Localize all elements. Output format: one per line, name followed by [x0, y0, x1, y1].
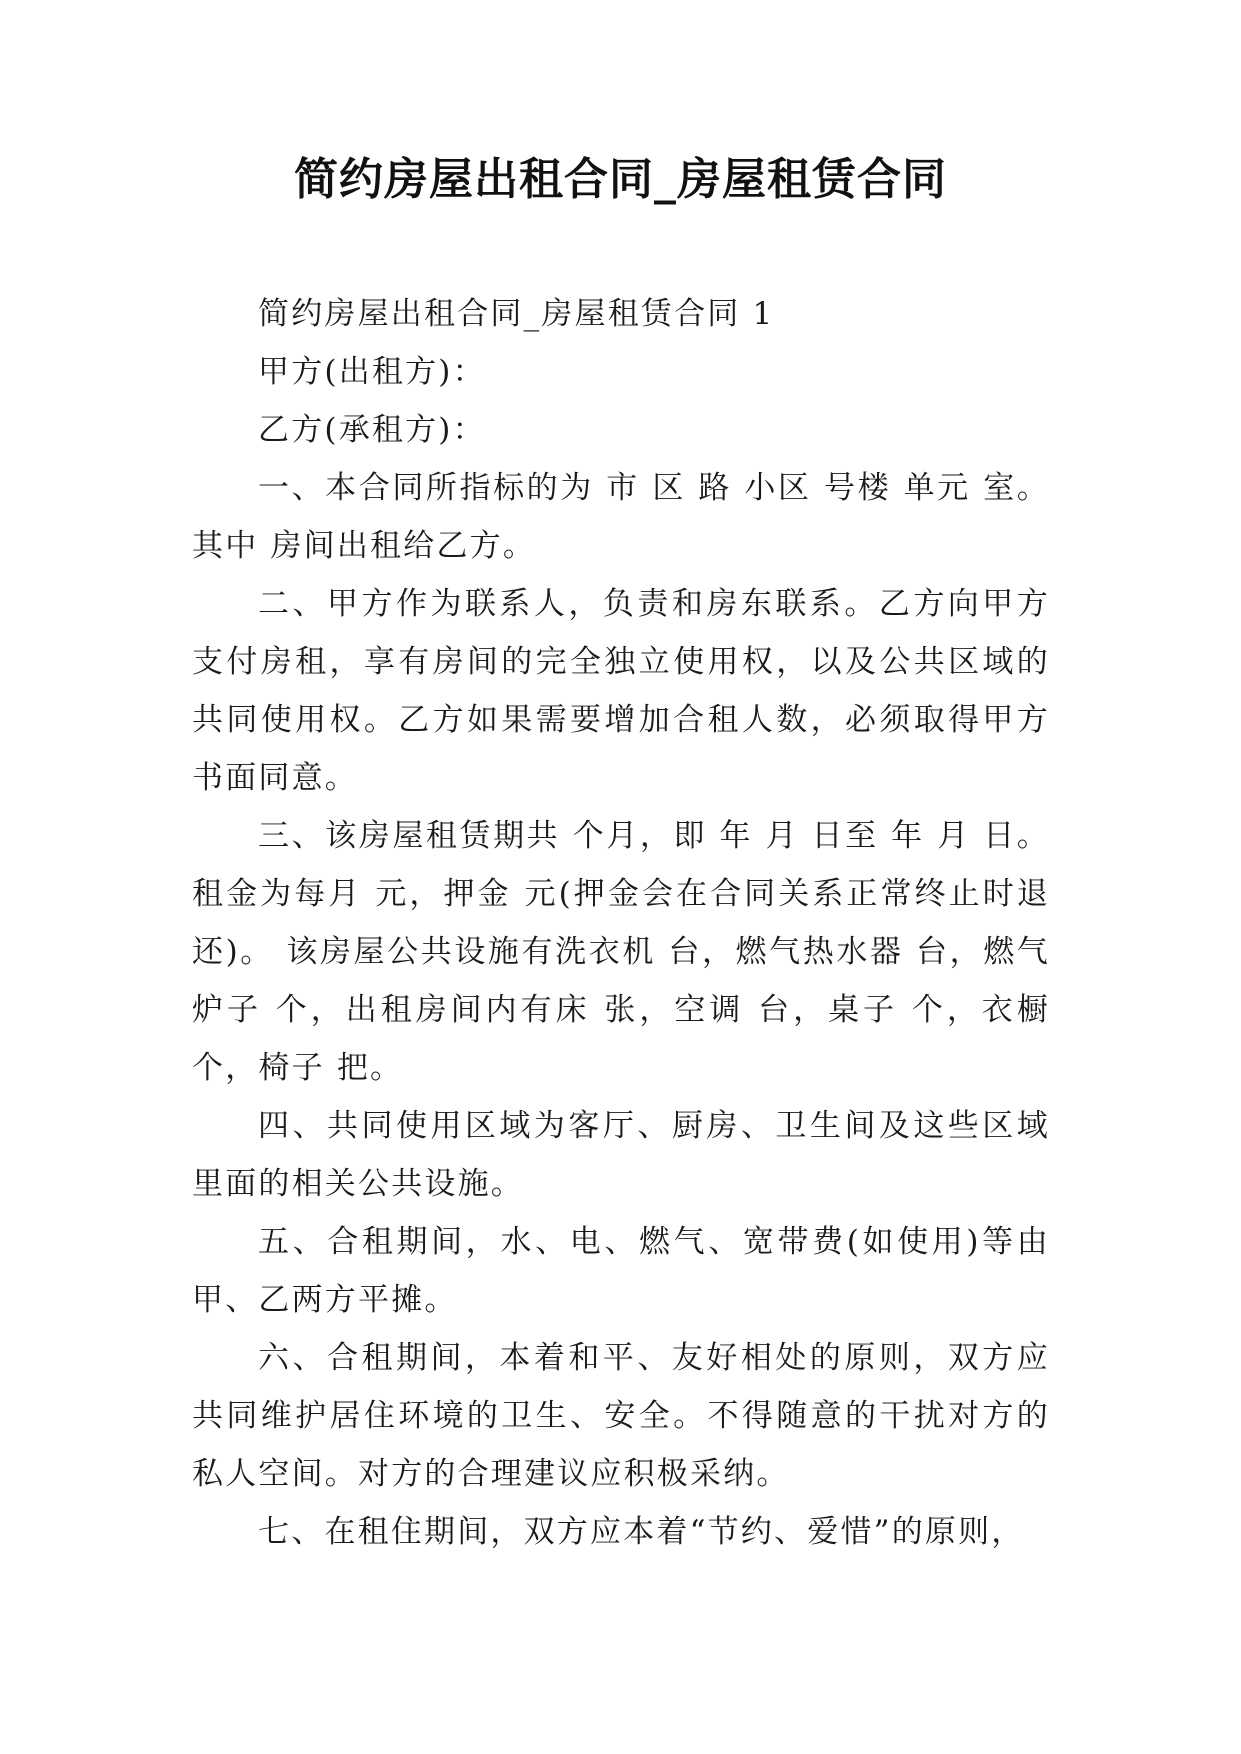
paragraph-clause-7: 七、在租住期间，双方应本着“节约、爱惜”的原则，: [258, 1514, 1025, 1550]
paragraph-clause-6: 六、合租期间，本着和平、友好相处的原则，双方应共同维护居住环境的卫生、安全。不得随意的干扰对方的私人空间。对方的合理建议应积极采纳。: [192, 1340, 1050, 1492]
paragraph-party-a: 甲方(出租方)：: [258, 354, 486, 390]
paragraph-clause-2: 二、甲方作为联系人，负责和房东联系。乙方向甲方支付房租，享有房间的完全独立使用权，以及公共区域的共同使用权。乙方如果需要增加合租人数，必须取得甲方书面同意。: [192, 586, 1050, 796]
paragraph-subtitle: 简约房屋出租合同_房屋租赁合同 1: [258, 296, 775, 332]
paragraph-clause-4: 四、共同使用区域为客厅、厨房、卫生间及这些区域里面的相关公共设施。: [192, 1108, 1050, 1202]
paragraph-clause-1: 一、本合同所指标的为 市 区 路 小区 号楼 单元 室。其中 房间出租给乙方。: [192, 470, 1050, 564]
document-title: 简约房屋出租合同_房屋租赁合同: [294, 154, 947, 205]
document-body: [192, 285, 1050, 1561]
paragraph-clause-3: 三、该房屋租赁期共 个月，即 年 月 日至 年 月 日。租金为每月 元，押金 元(押金会在合同关系正常终止时退还)。 该房屋公共设施有洗衣机 台，燃气热水器 台，燃气炉子 个，出租房间内有床 张，空调 台，桌子 个，衣橱 个，椅子 把。: [192, 818, 1050, 1086]
paragraph-party-b: 乙方(承租方)：: [258, 412, 486, 448]
paragraph-clause-5: 五、合租期间，水、电、燃气、宽带费(如使用)等由甲、乙两方平摊。: [192, 1224, 1050, 1318]
